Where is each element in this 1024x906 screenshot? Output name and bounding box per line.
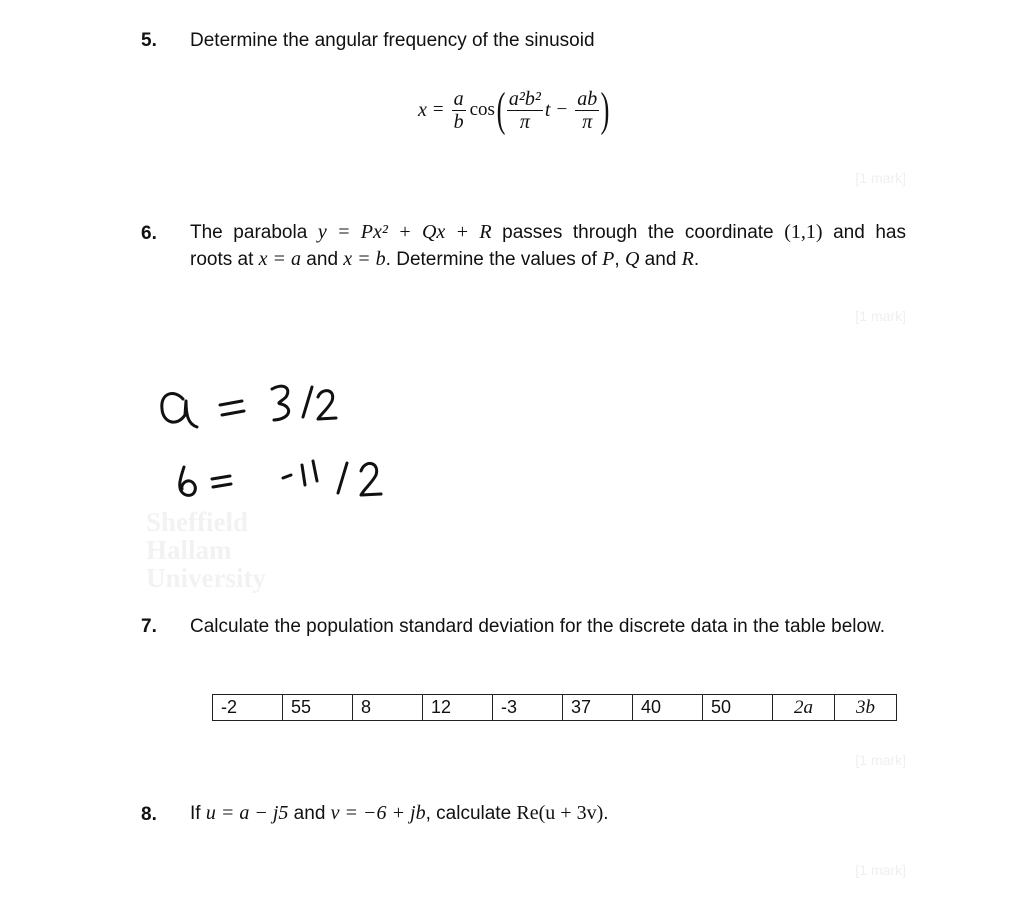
table-cell: -2 bbox=[213, 695, 283, 721]
frequency-fraction bbox=[507, 88, 543, 133]
question-6-line-1 bbox=[190, 219, 906, 246]
frequency-denominator: π bbox=[519, 110, 530, 133]
phase-fraction bbox=[575, 88, 599, 133]
table-cell: 55 bbox=[283, 695, 353, 721]
watermark-line-1: Sheffield bbox=[146, 507, 249, 537]
handwritten-b bbox=[180, 467, 196, 495]
q6-l1-a: The parabola bbox=[190, 222, 318, 243]
question-5-number: 5. bbox=[141, 30, 157, 51]
question-8-number: 8. bbox=[141, 804, 157, 825]
handwritten-a bbox=[162, 394, 197, 427]
var-p: P bbox=[602, 248, 615, 270]
amplitude-fraction bbox=[452, 88, 466, 133]
q6-l2-c: . Determine the values of bbox=[385, 249, 603, 270]
q6-l2-end: . bbox=[693, 249, 700, 270]
question-8-text bbox=[190, 800, 906, 827]
q8-c: , calculate bbox=[425, 803, 517, 824]
q6-l2-b: and bbox=[301, 249, 344, 270]
amplitude-denominator: b bbox=[453, 110, 464, 133]
question-7-marks: [1 mark] bbox=[855, 752, 906, 768]
question-8-marks: [1 mark] bbox=[855, 862, 906, 878]
eq-minus: − bbox=[556, 99, 568, 120]
table-cell: 37 bbox=[563, 695, 633, 721]
table-row bbox=[213, 695, 897, 721]
question-6-line-2 bbox=[190, 246, 906, 273]
time-variable: t bbox=[544, 98, 551, 121]
q6-l2-a: roots at bbox=[190, 249, 259, 270]
left-paren: ( bbox=[496, 83, 506, 136]
table-cell: 50 bbox=[703, 695, 773, 721]
table-cell: 40 bbox=[633, 695, 703, 721]
question-6-text bbox=[190, 219, 906, 273]
parabola-equation: y = Px² + Qx + R bbox=[317, 221, 492, 243]
coordinate: (1,1) bbox=[784, 221, 823, 243]
q8-b: and bbox=[288, 803, 331, 824]
handwritten-2-b bbox=[361, 463, 381, 495]
amplitude-numerator: a bbox=[453, 87, 464, 110]
handwritten-3 bbox=[272, 386, 289, 420]
watermark-line-2: Hallam bbox=[146, 535, 232, 565]
frequency-numerator: a²b² bbox=[508, 87, 541, 110]
cos-function: cos bbox=[469, 99, 495, 120]
watermark-line-3: University bbox=[146, 563, 266, 593]
question-5-text: Determine the angular frequency of the sinusoid bbox=[190, 30, 595, 51]
table-cell: 2a bbox=[773, 695, 835, 721]
handwritten-answers bbox=[150, 375, 410, 515]
handwritten-equals-bottom-2 bbox=[213, 484, 231, 487]
root-2: x = b bbox=[343, 248, 386, 270]
q6-l1-c: and has bbox=[822, 222, 906, 243]
eq-equals: = bbox=[432, 99, 444, 120]
handwritten-1-a bbox=[302, 465, 305, 485]
var-q: Q bbox=[624, 248, 640, 270]
real-part-expression: Re(u + 3v) bbox=[516, 802, 604, 824]
data-table bbox=[212, 694, 897, 721]
q6-l2-comma: , bbox=[614, 249, 625, 270]
phase-numerator: ab bbox=[577, 87, 598, 110]
question-6-number: 6. bbox=[141, 223, 157, 244]
question-5-equation bbox=[418, 80, 609, 140]
root-1: x = a bbox=[258, 248, 302, 270]
table-cell: 8 bbox=[353, 695, 423, 721]
q8-a: If bbox=[190, 803, 206, 824]
handwritten-slash-2 bbox=[338, 463, 347, 493]
question-7-number: 7. bbox=[141, 616, 157, 637]
watermark-logo bbox=[146, 508, 266, 592]
handwritten-minus bbox=[283, 475, 291, 478]
handwritten-equals-bottom bbox=[222, 411, 244, 415]
handwritten-slash-1 bbox=[303, 387, 312, 417]
table-cell: 12 bbox=[423, 695, 493, 721]
table-cell: 3b bbox=[835, 695, 897, 721]
q8-end: . bbox=[603, 803, 609, 824]
q6-l2-and: and bbox=[639, 249, 682, 270]
eq-lhs: x bbox=[418, 98, 427, 121]
phase-denominator: π bbox=[582, 110, 593, 133]
var-r: R bbox=[681, 248, 694, 270]
q6-l1-b: passes through the coordinate bbox=[491, 222, 785, 243]
v-definition: v = −6 + jb bbox=[330, 802, 426, 824]
handwritten-1-b bbox=[313, 461, 317, 481]
handwritten-equals-top-2 bbox=[212, 476, 230, 479]
right-paren: ) bbox=[600, 83, 610, 136]
question-6-marks: [1 mark] bbox=[855, 308, 906, 324]
u-definition: u = a − j5 bbox=[205, 802, 289, 824]
question-7-text: Calculate the population standard deviation for the discrete data in the table below. bbox=[190, 616, 886, 637]
handwritten-2 bbox=[318, 391, 336, 419]
table-cell: -3 bbox=[493, 695, 563, 721]
handwritten-equals-top bbox=[220, 401, 242, 405]
question-5-marks: [1 mark] bbox=[855, 170, 906, 186]
